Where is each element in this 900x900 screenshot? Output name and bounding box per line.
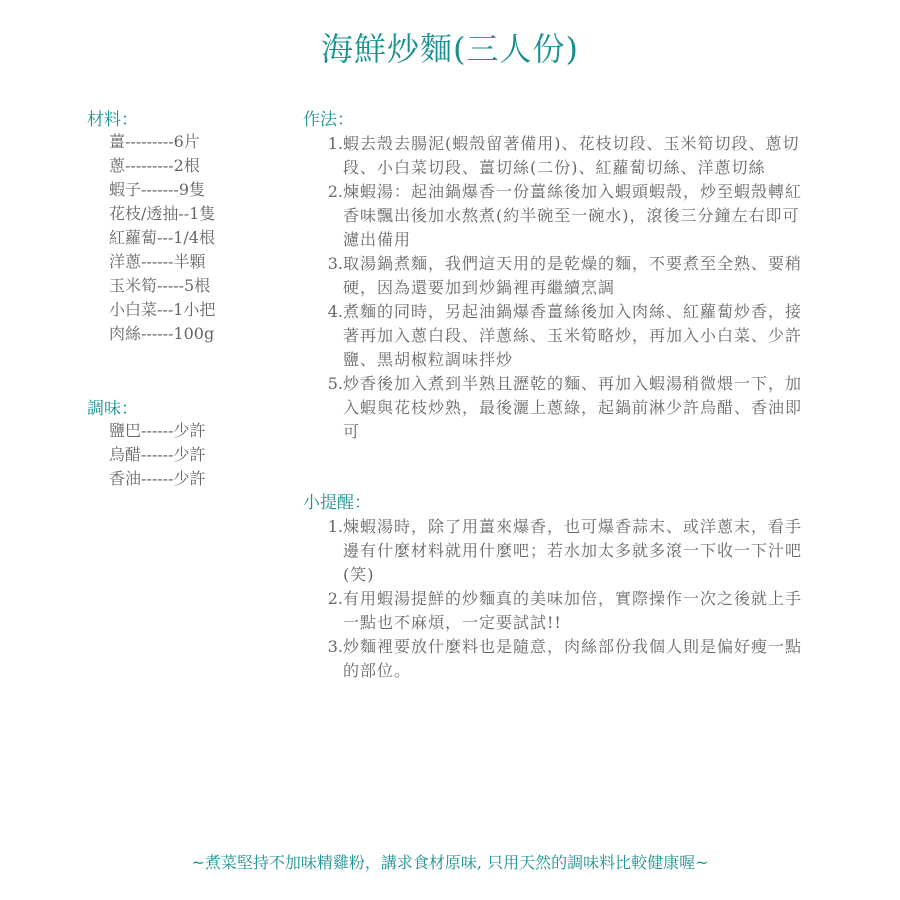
step-text: 蝦去殼去腸泥(蝦殼留著備用)、花枝切段、玉米筍切段、蔥切段、小白菜切段、薑切絲(二份)、紅蘿蔔切絲、洋蔥切絲 [343, 134, 800, 177]
step-number: 4. [327, 302, 343, 321]
footer-note: ~煮菜堅持不加味精雞粉，講求食材原味, 只用天然的調味料比較健康喔~ [191, 853, 709, 872]
tips-list [303, 515, 813, 683]
tip-text: 煉蝦湯時，除了用薑來爆香，也可爆香蒜末、或洋蔥末，看手邊有什麼材料就用什麼吧；若水加太多就多滾一下收一下汁吧(笑) [343, 517, 803, 584]
method-step [303, 132, 813, 180]
ingredients-heading: 材料： [87, 110, 138, 130]
seasoning-item: 鹽巴------少許 [109, 421, 206, 440]
tip-item [303, 587, 813, 635]
step-text: 取湯鍋煮麵，我們這天用的是乾燥的麵，不要煮至全熟、要稍硬，因為還要加到炒鍋裡再繼續烹調 [343, 254, 803, 297]
method-step [303, 252, 813, 300]
ingredient-item: 玉米筍-----5根 [109, 276, 211, 295]
tip-item [303, 635, 813, 683]
ingredients-section [87, 105, 215, 346]
step-number: 2. [327, 182, 343, 201]
tip-item [303, 515, 813, 587]
step-number: 5. [327, 374, 343, 393]
seasoning-item: 香油------少許 [109, 469, 206, 488]
tip-number: 3. [327, 637, 343, 656]
ingredient-item: 肉絲------100g [109, 324, 215, 343]
ingredient-item: 小白菜---1小把 [109, 300, 216, 319]
method-step [303, 372, 813, 444]
ingredient-item: 紅蘿蔔---1/4根 [109, 228, 215, 247]
tips-heading: 小提醒： [303, 493, 371, 513]
step-number: 1. [327, 134, 343, 153]
step-text: 煉蝦湯：起油鍋爆香一份薑絲後加入蝦頭蝦殼，炒至蝦殼轉紅香味飄出後加水熬煮(約半碗至一碗水)，滾後三分鐘左右即可濾出備用 [343, 182, 803, 249]
method-steps [303, 132, 813, 444]
ingredient-item: 蔥---------2根 [109, 156, 200, 175]
seasoning-section [87, 394, 205, 491]
method-step [303, 180, 813, 252]
ingredient-item: 花枝/透抽--1隻 [109, 204, 216, 223]
tip-text: 炒麵裡要放什麼料也是隨意，肉絲部份我個人則是偏好瘦一點的部位。 [343, 637, 803, 680]
ingredient-item: 薑---------6片 [109, 132, 200, 151]
step-text: 炒香後加入煮到半熟且瀝乾的麵、再加入蝦湯稍微煨一下，加入蝦與花枝炒熟，最後灑上蔥綠，起鍋前淋少許烏醋、香油即可 [343, 374, 803, 441]
method-step [303, 300, 813, 372]
ingredients-list [87, 130, 215, 346]
method-heading: 作法： [303, 110, 354, 130]
step-number: 3. [327, 254, 343, 273]
seasoning-list [87, 419, 205, 491]
tip-text: 有用蝦湯提鮮的炒麵真的美味加倍，實際操作一次之後就上手一點也不麻煩，一定要試試!! [343, 589, 803, 632]
tip-number: 1. [327, 517, 343, 536]
recipe-title: 海鮮炒麵(三人份) [321, 30, 579, 68]
seasoning-heading: 調味： [87, 399, 138, 419]
ingredient-item: 洋蔥------半顆 [109, 252, 206, 271]
seasoning-item: 烏醋------少許 [109, 445, 206, 464]
tip-number: 2. [327, 589, 343, 608]
ingredient-item: 蝦子-------9隻 [109, 180, 206, 199]
method-section [303, 105, 813, 444]
tips-section [303, 488, 813, 683]
step-text: 煮麵的同時，另起油鍋爆香薑絲後加入肉絲、紅蘿蔔炒香，接著再加入蔥白段、洋蔥絲、玉米筍略炒，再加入小白菜、少許鹽、黑胡椒粒調味拌炒 [343, 302, 803, 369]
